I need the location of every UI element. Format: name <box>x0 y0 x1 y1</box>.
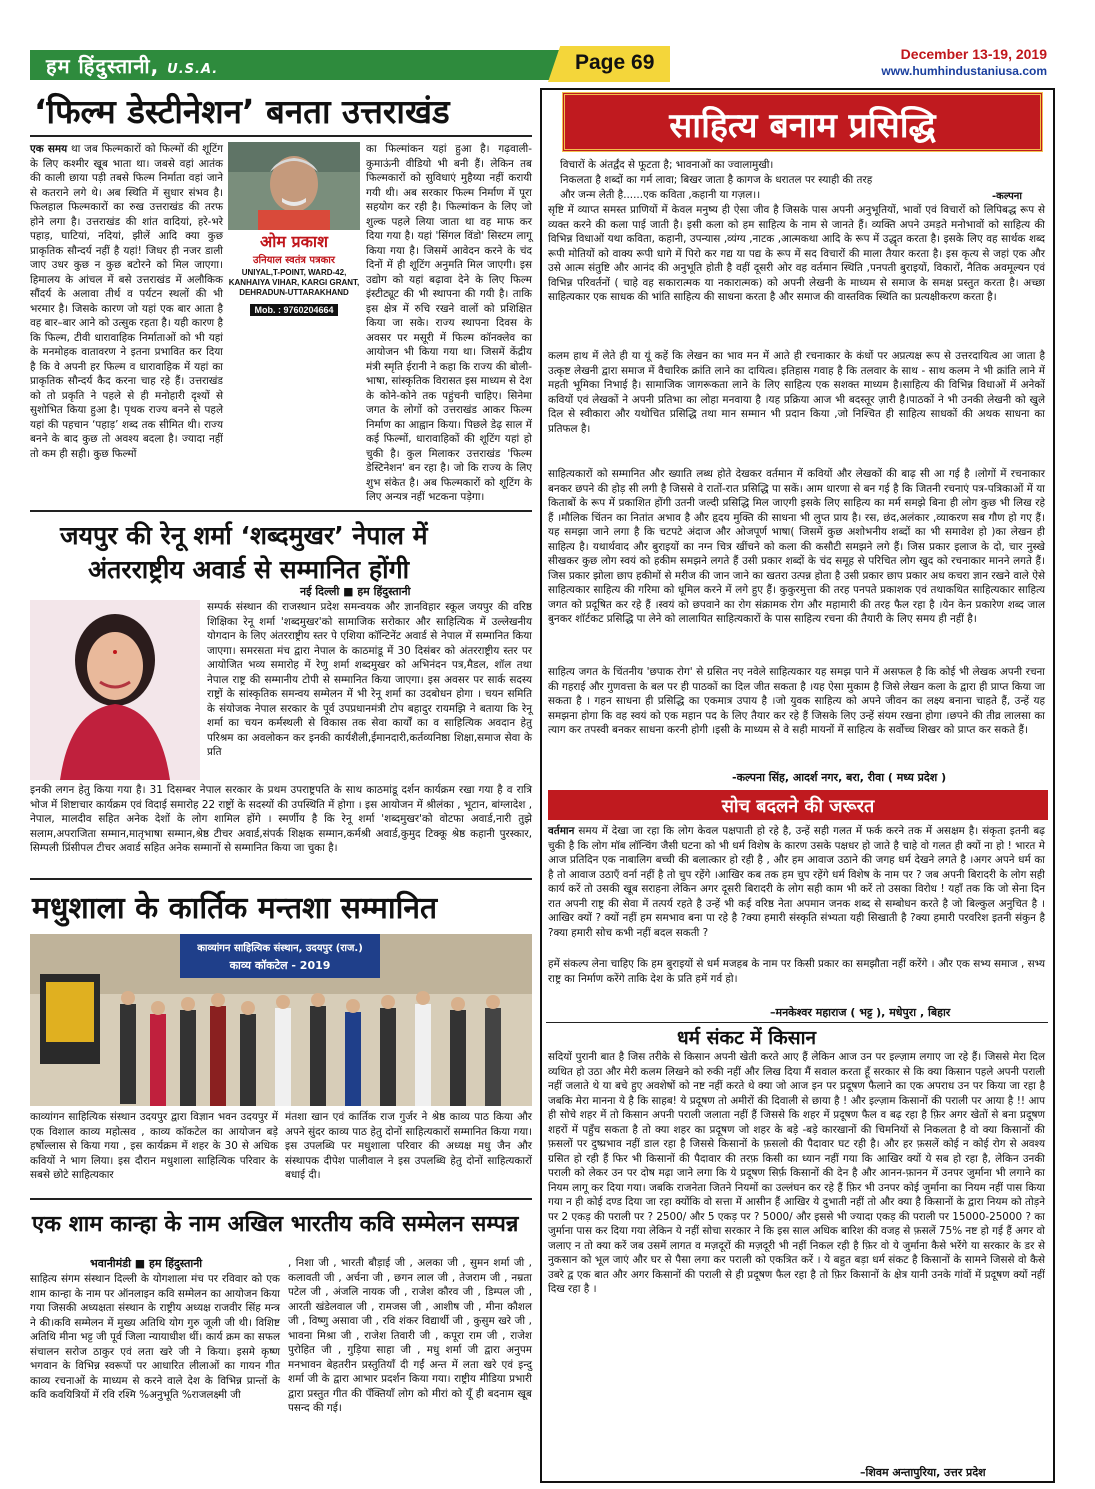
kisan-signature: –शिवम अन्तापुरिया, उत्तर प्रदेश <box>860 1466 986 1479</box>
soch-paragraph-2: हमें संकल्प लेना चाहिए कि हम बुराइयों से धर्म मजहब के नाम पर किसी प्रकार का समझौता नहीं करेंगे । और एक सभ्य समाज , सभ्य राष्ट्र का निर्माण करेंगे ताकि देश के प्रति हमें गर्व हो। <box>548 958 1045 985</box>
masthead <box>0 0 1095 84</box>
divider <box>546 1022 1048 1023</box>
article3-column-2: मंतशा खान एवं कार्तिक राज गुर्जर ने श्रेष्ठ काव्य पाठ किया और अपने सुंदर काव्य पाठ हेतु दोनों साहित्यकारों सम्मानित किया गया। इस उपलब्धि पर मधुशाला परिवार की अध्यक्ष मधु जैन और संस्थापक दीपेश पालीवाल ने इस उपलब्धि हेतु दोनों साहित्यकारों बधाई दी। <box>285 1111 532 1181</box>
page-number: Page 69 <box>575 51 655 74</box>
event-banner-subtext: काव्य कॉकटेल - 2019 <box>229 959 331 972</box>
website-link[interactable]: www.humhindustaniusa.com <box>881 64 1047 78</box>
event-banner-text: काव्यांगन साहित्यिक संस्थान, उदयपुर (राज.) <box>197 943 363 954</box>
article4-column-1: साहित्य संगम संस्थान दिल्ली के योगशाला मंच पर रविवार को एक शाम कान्हा के नाम पर ऑनलाइन कवि सम्मेलन का आयोजन किया गया जिसकी अध्यक्षता संस्थान के राष्ट्रीय अध्यक्ष राजवीर सिंह मन्त्र ने की।कवि सम्मेलन में मुख्य अतिथि योग गुरु जूली जी थी। विशिष्ट अतिथि मीना भट्ट जी पूर्व जिला न्यायाधीश थीं। कार्य क्रम का सफल संचालन सरोज ठाकुर एवं लता खरे जी ने किया। इसमे कृष्ण भगवान के विभिन्न स्वरूपों पर आधारित लीलाओं का गायन गीत काव्य रचनाओं के माध्यम से करने वाले देश के विभिन्न प्रान्तों के कवि कवयित्रियों में रवि रश्मि %अनुभूति %राजलक्ष्मी जी <box>30 1273 280 1401</box>
article2-body-bottom: इनकी लगन हेतु किया गया है। 31 दिसम्बर नेपाल सरकार के प्रथम उपराष्ट्रपति के साथ काठमांडू दर्शन कार्यक्रम रखा गया है व रात्रि भोज में शिष्टाचार कार्यक्रम एवं विदाई समारोह 22 राष्ट्रों के सदस्यों की उपस्थिति में होगा । इस आयोजन में श्रीलंका , भूटान, बांग्लादेश , नेपाल, मालदीव सहित अनेक देशों के लोग शामिल होंगे । स्मर्णीय है कि रेनू शर्मा 'शब्दमुखर'को वोटफा अवार्ड,नारी तुझे सलाम,अपराजिता सम्मान,मातृभाषा सम्मान,श्रेष्ठ टीचर अवार्ड,संपर्क शिक्षक सम्मान,कर्मश्री अवार्ड,कुमुद टिक्कू श्रेष्ठ कहानी पुरस्कार, सिम्पली प्रिंसीपल टीचर अवार्ड सहित अनेक सम्मानों से सम्मानित किया जा चुका है। <box>30 784 532 854</box>
article2-headline-line-2: अंतरराष्ट्रीय अवार्ड से सम्मानित होंगी <box>88 555 410 584</box>
poem-line-3: और जन्म लेती है......एक कविता ,कहानी या गज़ल।। <box>560 189 761 201</box>
kisan-body: सदियों पुरानी बात है जिस तरीके से किसान अपनी खेती करते आए हैं लेकिन आज उन पर इल्ज़ाम लगाए जा रहे हैं। जिससे मेरा दिल व्यथित हो उठा और मेरी कलम लिखने को रुकी नहीं और लिख दिया मैं सवाल करता हूँ सरकार से कि क्या किसान पहले अपनी पराली नहीं जलाते थे या बचे हुए अवशेषों को नष्ट नहीं करते थे क्या जो आज इन पर प्रदूषण फैलाने का एक अपराध उन पर किया जा रहा है जबकि मेरा मानना ये है कि साहब! ये प्रदूषण तो अमीरों की दिवाली से छाया है ! और इल्ज़ाम किसानों की पराली पर आया है !! आप ही सोचे शहर में तो किसान अपनी पराली जलाता नहीं हैं जिससे कि शहर में प्रदूषण फैल व बढ़ रहा है फ़िर अगर खेतों से बना प्रदूषण शहरों में पहुँच सकता है तो क्या शहर का प्रदूषण जो शहर के बड़े -बड़े कारखानों की चिमनियों से निकलता है वो क्या किसानों की फ़सलों पर दुष्प्रभाव नहीं डाल रहा है जिससे किसानों के फ़सलो की पैदावार घट रही है। और हर फ़सलें कोई न कोई रोग से अवश्य ग्रसित हो रही हैं फिर भी किसानों की पैदावार की तरफ़ किसी का ध्यान नहीं गया कि आखिर क्यों ये सब हो रहा है, लेकिन उनकी पराली को लेकर उन पर दोष मढ़ा जाने लगा कि ये प्रदूषण सिर्फ़ किसानों की देन है और आनन-फ़ानन में उनपर जुर्माना भी लगाने का नियम लागू कर दिया गया। जबकि राजनेता जितने नियमों का उल्लंघन कर रहे हैं फ़िर भी उनपर कोई जुर्माना का नियम नहीं पास किया गया न ही कोई दण्ड दिया जा रहा क्योंकि वो सत्ता में आसीन हैं आखिर ये दुभाती नहीं तो और क्या है किसानों के द्वारा नियम को तोड़ने पर 2 एकड़ की पराली पर ? 2500/ और 5 एकड़ पर ? 5000/ और इससे भी ज्यादा एकड़ की पराली पर 15000-25000 ? का जुर्माना पास कर दिया गया लेकिन ये नहीं सोचा सरकार ने कि इस साल अधिक बारिश की वजह से फ़सलें 75% नष्ट हो गई हैं अगर वो जलाए न तो क्या करें जब उसमें लागत व मज़दूरों की मज़दूरी भी नहीं निकल रही है फ़िर वो ये जुर्माना कैसे भरेंगे या सरकार के डर से नुकसान को भूल जाएं और घर से पैसा लगा कर पराली को एकत्रित करें । ये बहुत बड़ा धर्म संकट है किसानों के सामने जिससे वो कैसे उबरे द्व एक बात और अगर किसानों की पराली से ही प्रदूषण फैल रहा है तो फ़िर किसानों के क्षेत्र यानी उनके गांवों में प्रदूषण क्यों नहीं दिख रहा है । <box>548 1051 1045 1295</box>
article3-headline: मधुशाला के कार्तिक मन्तशा सम्मानित <box>32 891 438 926</box>
article4-headline: एक शाम कान्हा के नाम अखिल भारतीय कवि सम्मेलन सम्पन्न <box>32 1212 519 1237</box>
author-mobile: Mob. : 9760204664 <box>250 304 337 316</box>
sahitya-signature: -कल्पना सिंह, आदर्श नगर, बरा, रीवा ( मध्य प्रदेश ) <box>732 771 947 784</box>
kisan-headline: धर्म संकट में किसान <box>677 1027 817 1049</box>
issue-date: December 13-19, 2019 <box>900 46 1047 62</box>
sahitya-paragraph-3: साहित्यकारों को सम्मानित और ख्याति लब्ध होते देखकर वर्तमान में कवियों और लेखकों की बाढ़ सी आ गई है ।लोगों में रचनाकार बनकर छपने की होड़ सी लगी है जिससे वे रातों-रात प्रसिद्धि पा सकें। आम धारणा से बन गई है कि जितनी रचनाएं पत्र-पत्रिकाओं में या किताबों के रूप में प्रकाशित होंगी उतनी जल्दी प्रसिद्धि मिल जाएगी इसके लिए साहित्य का मर्म समझे बिना ही लोग कुछ भी लिख रहे हैं ।मौलिक चिंतन का नितांत अभाव है और हृदय मुक्ति की साधना भी लुप्त प्राय है। रस, छंद,अलंकार ,व्याकरण सब गौण हो गए हैं। यह समझा जाने लगा है कि चटपटे अंदाज और ओजपूर्ण भाषा( जिसमें कुछ अशोभनीय शब्दों का भी समावेश हो )का लेखन ही साहित्य है। यथार्थवाद और बुराइयों का नग्न चित्र खींचने को कला की कसौटी समझने लगे हैं। जिस प्रकार इलाज के दो, चार नुस्खे सीखकर कुछ लोग स्वयं को हकीम समझने लगते हैं उसी प्रकार शब्दों के चंद समूह से परिचित लोग खुद को रचनाकार मानने लगते हैं। जिस प्रकार झोला छाप हकीमों से मरीज की जान जाने का खतरा उत्पन्न होता है उसी प्रकार छाप प्रकार अध कचरा ज्ञान रखने वाले ऐसे साहित्यकार साहित्य की गरिमा को धूमिल करने में लगे हुए हैं। कुकुरमुत्ता की तरह पनपते प्रकाशक एवं तथाकथित साहित्यकार साहित्य जगत को प्रदूषित कर रहे हैं ।स्वयं को छपवाने का रोग संक्रामक रोग और महामारी की तरह फैल रहा है ।येन केन प्रकारेण शब्द जाल बुनकर शॉर्टकट प्रसिद्धि पा लेने को लालायित साहित्यकारों के पास साहित्य रचना की तैयारी के लिए समय ही नहीं है। <box>548 468 1045 625</box>
soch-signature: –मनकेश्वर महाराज ( भट्ट ), मधेपुरा , बिहार <box>770 1006 951 1019</box>
author-byline <box>228 230 360 320</box>
article4-dateline: भवानीमंडी ■ हम हिंदुस्तानी <box>90 1257 203 1270</box>
author-name: ओम प्रकाश <box>260 232 328 251</box>
divider <box>30 878 532 880</box>
article2-dateline: नई दिल्ली ■ हम हिंदुस्तानी <box>300 585 411 598</box>
soch-banner-title: सोच बदलने की जरूरत <box>721 796 875 817</box>
author-role: उनियाल स्वतंत्र पत्रकार <box>253 255 335 266</box>
poem-author: -कल्पना <box>992 191 1022 202</box>
soch-paragraph-1: वर्तमान समय में देखा जा रहा कि लोग केवल पक्षपाती हो रहे है, उन्हें सही गलत में फर्क करने तक में असक्षम है। संकृता इतनी बढ़ चुकी है कि लोग मॉब लॉन्चिंग जैसी घटना को भी धर्म विशेष के कारण उसके पक्षधर हो जाते है चाहे वो गलत ही क्यों ना हो ! भारत मे आज प्रतिदिन एक नाबालिग बच्ची की बलात्कार हो रही है , और हम आवाज उठाने की जगह धर्म देखने लगते है ।अगर अपने धर्म का है तो आवाज उठाएँ वर्ना नहीं है तो चुप रहेंगे ।आखिर कब तक हम चुप रहेंगे धर्म विशेष के नाम पर ? जब अपनी बिरादरी के लोग सही कार्य करें तो उसकी खूब सराहना लेकिन अगर दूसरी बिरादरी के लोग सही काम भी करें तो उसका विरोध ! यहाँ तक कि जो सेना दिन रात अपनी राष्ट्र की सेवा में तत्पर्य रहते है उन्हें भी कई वरिष्ठ नेता अपमान जनक शब्द से सम्बोधन करते है जो बिल्कुल अनुचित है ।आखिर क्यों ? क्यों नहीं हम समभाव बना पा रहे है ?क्या हमारी संस्कृति संभ्यता यही सिखाती है ?क्या हमारी परवरिश इतनी संकुन है ?क्या हमारी सोच कभी नहीं बदल सकती ? <box>548 825 1045 939</box>
author-address: UNIYAL,T-POINT, WARD-42, KANHAIYA VIHAR, KARGI GRANT, DEHRADUN-UTTARAKHAND <box>228 268 360 297</box>
article1-column-2: का फिल्मांकन यहां हुआ है। गढ़वाली-कुमाऊंनी वीडियो भी बनी हैं। लेकिन तब फिल्मकारों को सुविधाएं मुहैय्या नहीं करायी गयी थी। अब सरकार फिल्म निर्माण में पूरा सहयोग कर रही है। फिल्मांकन के लिए जो शुल्क पहले लिया जाता था वह माफ कर दिया गया है। यहां 'सिंगल विंडो' सिस्टम लागू किया गया है। जिसमें आवेदन करने के चंद दिनों में ही शूटिंग अनुमति मिल जाएगी। इस उद्योग को यहां बढ़ावा देने के लिए फिल्म इंस्टीट्यूट की भी स्थापना की गयी है। ताकि इस क्षेत्र में रुचि रखने वालों को प्रशिक्षित किया जा सके। राज्य स्थापना दिवस के अवसर पर मसूरी में फिल्म कॉनक्लेव का आयोजन भी किया गया था। जिसमें केंद्रीय मंत्री स्मृति ईरानी ने कहा कि राज्य की बोली-भाषा, सांस्कृतिक विरासत इस माध्यम से देश के कोने-कोने तक पहुंचनी चाहिए। सिनेमा जगत के लोगों को उत्तराखंड आकर फिल्म निर्माण का आह्वान किया। पिछले डेढ़ साल में कई फिल्मों, धारावाहिकों की शूटिंग यहां हो चुकी है। कुल मिलाकर उत्तराखंड 'फिल्म डेस्टिनेशन' बन रहा है। जो कि राज्य के लिए शुभ संकेत है। अब फिल्मकारों को शूटिंग के लिए अन्यत्र नहीं भटकना पड़ेगा। <box>366 143 532 503</box>
article4-column-2: , निशा जी , भारती बौड़ाई जी , अलका जी , सुमन शर्मा जी , कलावती जी , अर्चना जी , छगन लाल जी , तेजराम जी , नम्रता पटेल जी , अंजलि नायक जी , राजेश कौरव जी , डिम्पल जी , आरती खंडेलवाल जी , रामजस जी , आशीष जी , मीना कौशल जी , विष्णु असावा जी , रवि शंकर विद्यार्थी जी , कुसुम खरे जी , भावना मिश्रा जी , राजेश तिवारी जी , कपूरा राम जी , राजेश पुरोहित जी , गुड़िया साहा जी , मधु शर्मा जी द्वारा अनुपम मनभावन बेहतरीन प्रस्तुतियाँ दी गईं अन्त में लता खरे एवं इन्दु शर्मा जी के द्वारा आभार प्रदर्शन किया गया। राष्ट्रीय मीडिया प्रभारी द्वारा प्रस्तुत गीत की पँक्तियाँ लोग को मीरां को यूँ ही बदनाम खूब पसन्द की गई। <box>288 1257 532 1414</box>
article2-headline-line-1: जयपुर की रेनू शर्मा ‘शब्दमुखर’ नेपाल में <box>60 521 428 550</box>
brand-bar <box>30 50 595 80</box>
renu-sharma-image <box>30 600 200 780</box>
sahitya-paragraph-2: कलम हाथ में लेते ही या यूं कहें कि लेखन का भाव मन में आते ही रचनाकार के कंधों पर अप्रत्यक्ष रूप से उत्तरदायित्व आ जाता है उत्कृष्ट लेखनी द्वारा समाज में वैचारिक क्रांति लाने का दायित्व। इतिहास गवाह है कि तलवार के साथ - साथ कलम ने भी क्रांति लाने में महती भूमिका निभाई है। सामाजिक जागरूकता लाने के लिए साहित्य एक सशक्त माध्यम है।साहित्य की विभिन्न विधाओं में अनेकों कवियों एवं लेखकों ने अपनी प्रतिभा का लोहा मनवाया है ।यह प्रक्रिया आज भी बदस्तूर ज़ारी है।पाठकों ने भी उनकी लेखनी को खुले दिल से स्वीकारा और यथोचित प्रसिद्धि तथा मान सम्मान भी प्रदान किया ,जो निश्चित ही साहित्य साधकों की अथक साधना का प्रतिफल है। <box>548 350 1045 435</box>
article3-column-1: काव्यांगन साहित्यिक संस्थान उदयपुर द्वारा विज्ञान भवन उदयपुर में एक विशाल काव्य महोत्सव , काव्य कॉकटेल का आयोजन बड़े हर्षोल्लास से किया गया , इस कार्यक्रम में शहर के 30 से अधिक कवियों ने भाग लिया। इस दौरान मधुशाला साहित्यिक परिवार के सबसे छोटे साहित्यकार <box>30 1111 278 1181</box>
divider <box>30 1198 532 1200</box>
soch-banner <box>548 790 1048 820</box>
article1-headline: ‘फिल्म डेस्टीनेशन’ बनता उत्तराखंड <box>34 92 450 131</box>
sahitya-paragraph-1: सृष्टि में व्याप्त समस्त प्राणियों में केवल मनुष्य ही ऐसा जीव है जिसके पास अपनी अनुभूतियों, भावों एवं विचारों को लिपिबद्ध रूप से व्यक्त करने की कला पाई जाती है। इसी कला को हम साहित्य के नाम से जानते हैं। व्यक्ति अपने उमड़ते मनोभावों को साहित्य की विभिन्न विधाओं यथा कविता, कहानी, उपन्यास ,व्यंग्य ,नाटक ,आत्मकथा आदि के रूप में उद्धृत करता है। इसके लिए वह सार्थक शब्द रूपी मोतियों को वाक्य रूपी धागे में पिरो कर गद्य या पद्य के रूप में सद विचारों की माला तैयार करता है। इस कृत्य से जहां एक और उसे आत्म संतुष्टि और आनंद की अनुभूति होती है वहीं दूसरी ओर वह वर्तमान स्थिति ,पनपती बुराइयों, विकारों, नैतिक अवमूल्यन एवं विभिन्न परिवर्तनों ( चाहे वह सकारात्मक या नकारात्मक) को अपनी लेखनी के माध्यम से समाज के समक्ष प्रस्तुत करता है। अच्छा साहित्यकार एक साधक की भांति साहित्य की साधना करता है और समाज की वास्तविक स्थिति का प्रत्यक्षीकरण करता है। <box>548 204 1045 303</box>
author-photo-image <box>228 142 360 230</box>
article2-body-top: सम्पर्क संस्थान की राजस्थान प्रदेश समन्वयक और ज्ञानविहार स्कूल जयपुर की वरिष्ठ शिक्षिका रेनू शर्मा 'शब्दमुखर'को सामाजिक सरोकार और साहित्यिक में उल्लेखनीय योगदान के लिए अंतरराष्ट्रीय स्तर पे एशिया कॉन्टिनेंट अवार्ड से नेपाल में सम्मानित किया जाएगा। समरसता मंच द्वारा नेपाल के काठमांडू में 30 दिसंबर को अंतरराष्ट्रीय स्तर पर आयोजित भव्य समारोह में रेणु शर्मा शब्दमुखर को अभिनंदन पत्र,मैडल, शॉल तथा नेपाल राष्ट्र की सम्मानीय टोपी से सम्मानित किया जाएगा। इस अवसर पर सार्क सदस्य राष्ट्रों के सांस्कृतिक समन्वय सम्मेलन में भी रेनू शर्मा का उदबोधन होगा । चयन समिति के संयोजक नेपाल सरकार के पूर्व उपप्रधानमंत्री टोप बहादुर रायमझि ने बताया कि रेनू शर्मा का चयन कर्मस्थली से विकास तक सेवा कार्यों का व साहित्यिक अवदान हेतु परिश्रम का अवलोकन कर इनकी कार्यशैली,ईमानदारी,कर्तव्यनिष्ठा शिक्षा,समाज सेवा के प्रति <box>207 601 532 758</box>
renu-sharma-photo <box>30 600 200 780</box>
sahitya-paragraph-4: साहित्य जगत के चिंतनीय 'छपाक रोग' से ग्रसित नए नवेले साहित्यकार यह समझ पाने में असफल है कि कोई भी लेखक अपनी रचना की गहराई और गुणवत्ता के बल पर ही पाठकों का दिल जीत सकता है ।यह ऐसा मुकाम है जिसे लेखन कला के द्वारा ही प्राप्त किया जा सकता है । गहन साधना ही प्रसिद्धि का एकमात्र उपाय है ।जो युवक साहित्य को अपने जीवन का लक्ष्य बनाना चाहते हैं, उन्हें यह समझना होगा कि वह स्वयं को एक महान पद के लिए तैयार कर रहे हैं जिसके लिए उन्हें संयम रखना होगा ।छपने की तीव्र लालसा का त्याग कर तपस्वी बनकर साधना करनी होगी ।इसी के माध्यम से वे सही मायनों में साहित्य के सर्वोच्च शिखर को प्राप्त कर सकते हैं। <box>548 666 1045 736</box>
event-photo <box>30 934 532 1106</box>
article1-column-1: एक समय था जब फिल्मकारों को फिल्मों की शूटिंग के लिए कश्मीर खूब भाता था। जबसे वहां आतंक की काली छाया पड़ी तबसे फिल्म निर्माता वहां जाने से कतराने लगे थे। अब स्थिति में सुधार संभव है। फिलहाल फिल्मकारों का रुख उत्तराखंड की तरफ होने लगा है। उत्तराखंड की शांत वादियां, हरे-भरे पहाड़, घाटियां, नदियां, झीलें आदि क्या कुछ प्राकृतिक सौन्दर्य नहीं है यहां! जिधर ही नजर डाली जाए उधर कुछ न कुछ बटोरने को मिल जाएगा। हिमालय के आंचल में बसे उत्तराखंड में अलौकिक सौंदर्य के अलावा तीर्थ व पर्यटन स्थलों की भी भरमार है। जिसके कारण जो यहां एक बार आता है वह बार–बार आने को उत्सुक रहता है। यही कारण है कि फिल्म, टीवी धारावाहिक निर्माताओं को भी यहां के मनमोहक वातावरण ने इतना प्रभावित कर दिया है कि वे अपनी हर फिल्म व धारावाहिक में यहां का प्राकृतिक सौन्दर्य कैद करना चाह रहे हैं। उत्तराखंड को तो प्रकृति ने पहले से ही मनोहारी दृश्यों से सुशोभित किया हुआ है। पृथक राज्य बनने से पहले यहां की पहचान ‘पहाड़’ शब्द तक सीमित थी। राज्य बनने के बाद कुछ तो अवश्य बदला है। ज्यादा नहीं तो कम ही सही। कुछ फिल्मों <box>30 143 223 460</box>
brand-name: हम हिंदुस्तानी, U.S.A. <box>46 54 219 78</box>
author-photo <box>228 142 360 230</box>
divider <box>30 510 532 512</box>
poem-line-2: निकलता है शब्दों का गर्म लावा; बिखर जाता है कागज के धरातल पर स्याही की तरह <box>560 174 873 186</box>
divider <box>30 135 532 137</box>
sahitya-banner <box>562 92 1043 152</box>
poem-line-1: विचारों के अंतर्द्वंद से फूटता है; भावनाओं का ज्वालामुखी। <box>560 159 774 171</box>
sahitya-banner-title: साहित्य बनाम प्रसिद्धि <box>669 106 936 146</box>
